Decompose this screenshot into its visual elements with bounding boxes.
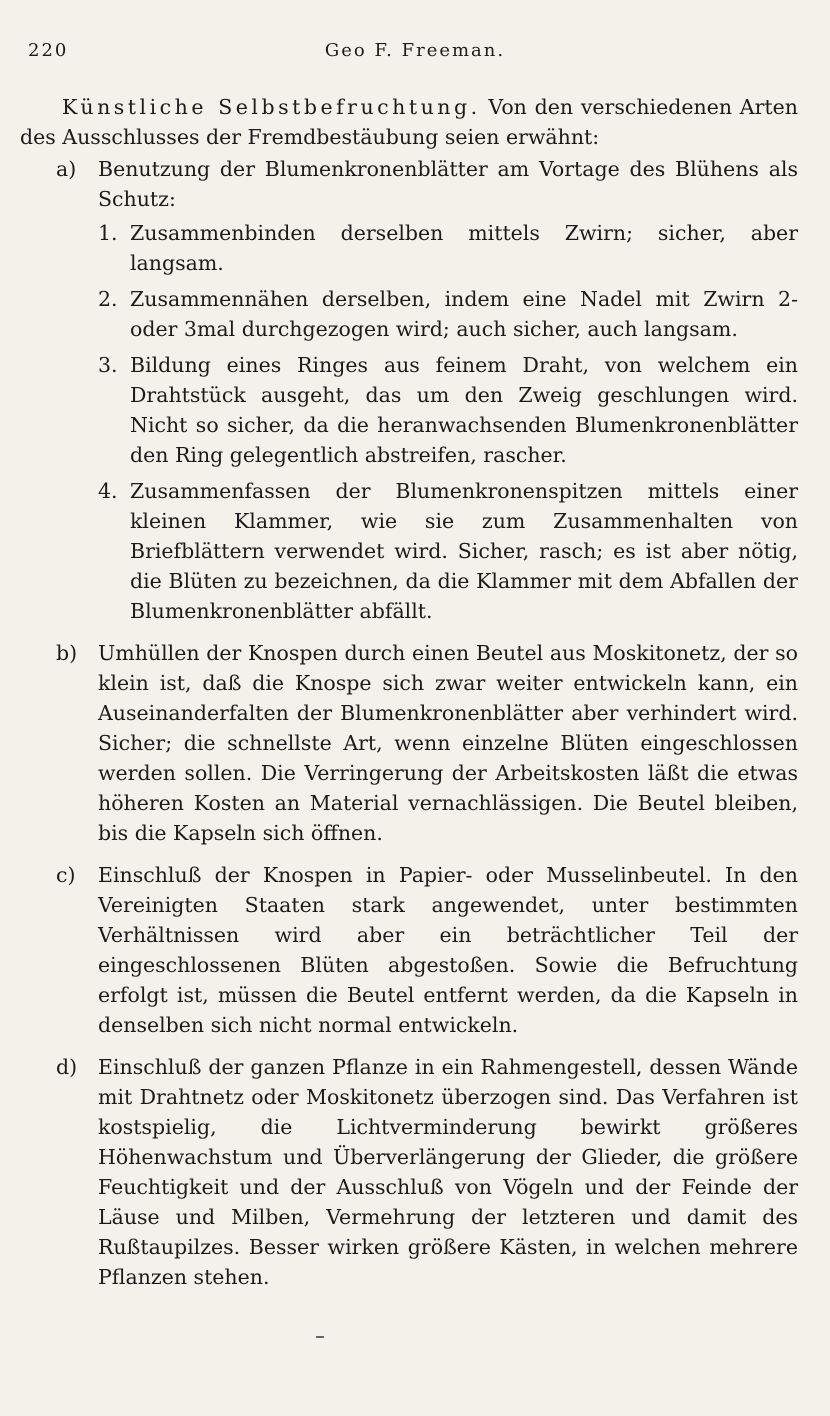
sub-item-marker: 4.: [98, 479, 118, 503]
item-marker: b): [56, 641, 78, 665]
page-number: 220: [28, 40, 69, 61]
item-text: Einschluß der ganzen Pflanze in ein Rahmengestell, dessen Wände mit Drahtnetz oder Moskitonetz überzogen sind. Das Verfahren ist kostspielig, die Lichtverminderung bewirkt größeres Höhenwachstum und Überverlängerung der Glieder, die größere Feuchtigkeit und der Ausschluß von Vögeln und der Feinde der Läuse und Milben, Vermehrung der letzteren und damit des Rußtaupilzes. Besser wirken größere Kästen, in welchen mehrere Pflanzen stehen.: [98, 1055, 798, 1289]
list-item-d: [20, 1052, 798, 1292]
sub-item-1: [76, 218, 798, 278]
sub-item-text: Bildung eines Ringes aus feinem Draht, von welchem ein Drahtstück ausgeht, das um den Zweig geschlungen wird. Nicht so sicher, da die heranwachsenden Blumenkronenblätter den Ring gelegentlich abstreifen, rascher.: [130, 353, 798, 467]
method-list: [20, 154, 798, 1292]
sub-item-marker: 3.: [98, 353, 118, 377]
sub-item-3: [76, 350, 798, 470]
page-header: [28, 40, 802, 70]
item-marker: c): [56, 863, 76, 887]
list-item-b: [20, 638, 798, 848]
intro-text: Von den verschiedenen Arten des Ausschlusses der Fremdbestäubung seien erwähnt:: [20, 95, 798, 149]
sub-item-text: Zusammenfassen der Blumenkronenspitzen mittels einer kleinen Klammer, wie sie zum Zusammenhalten von Briefblättern verwendet wird. Sicher, rasch; es ist aber nötig, die Blüten zu bezeichnen, da die Klammer mit dem Abfallen der Blumenkronenblätter abfällt.: [130, 479, 798, 623]
sub-item-text: Zusammennähen derselben, indem eine Nadel mit Zwirn 2- oder 3mal durchgezogen wird; auch sicher, auch langsam.: [130, 287, 798, 341]
item-marker: d): [56, 1055, 78, 1079]
list-item-c: [20, 860, 798, 1040]
item-text: Einschluß der Knospen in Papier- oder Musselinbeutel. In den Vereinigten Staaten stark angewendet, unter bestimmten Verhältnissen wird aber ein beträchtlicher Teil der eingeschlossenen Blüten abgestoßen. Sowie die Befruchtung erfolgt ist, müssen die Beutel entfernt werden, da die Kapseln in denselben sich nicht normal entwickeln.: [98, 863, 798, 1037]
section-heading: Künstliche Selbstbefruchtung.: [62, 95, 481, 119]
footer-dash: [316, 1336, 324, 1338]
sub-item-2: [76, 284, 798, 344]
sub-item-text: Zusammenbinden derselben mittels Zwirn; sicher, aber langsam.: [130, 221, 798, 275]
sub-item-marker: 1.: [98, 221, 118, 245]
sub-method-list: [98, 218, 798, 626]
item-text: Benutzung der Blumenkronenblätter am Vortage des Blühens als Schutz:: [98, 157, 798, 211]
list-item-a: [20, 154, 798, 626]
item-text: Umhüllen der Knospen durch einen Beutel aus Moskitonetz, der so klein ist, daß die Knospe sich zwar weiter entwickeln kann, ein Auseinanderfalten der Blumenkronenblätter aber verhindert wird. Sicher; die schnellste Art, wenn einzelne Blüten eingeschlossen werden sollen. Die Verringerung der Arbeitskosten läßt die etwas höheren Kosten an Material vernachlässigen. Die Beutel bleiben, bis die Kapseln sich öffnen.: [98, 641, 798, 845]
intro-paragraph: [20, 92, 798, 152]
sub-item-4: [76, 476, 798, 626]
sub-item-marker: 2.: [98, 287, 118, 311]
running-head: Geo F. Freeman.: [324, 40, 506, 61]
page-body: [20, 92, 798, 1304]
item-marker: a): [56, 157, 77, 181]
